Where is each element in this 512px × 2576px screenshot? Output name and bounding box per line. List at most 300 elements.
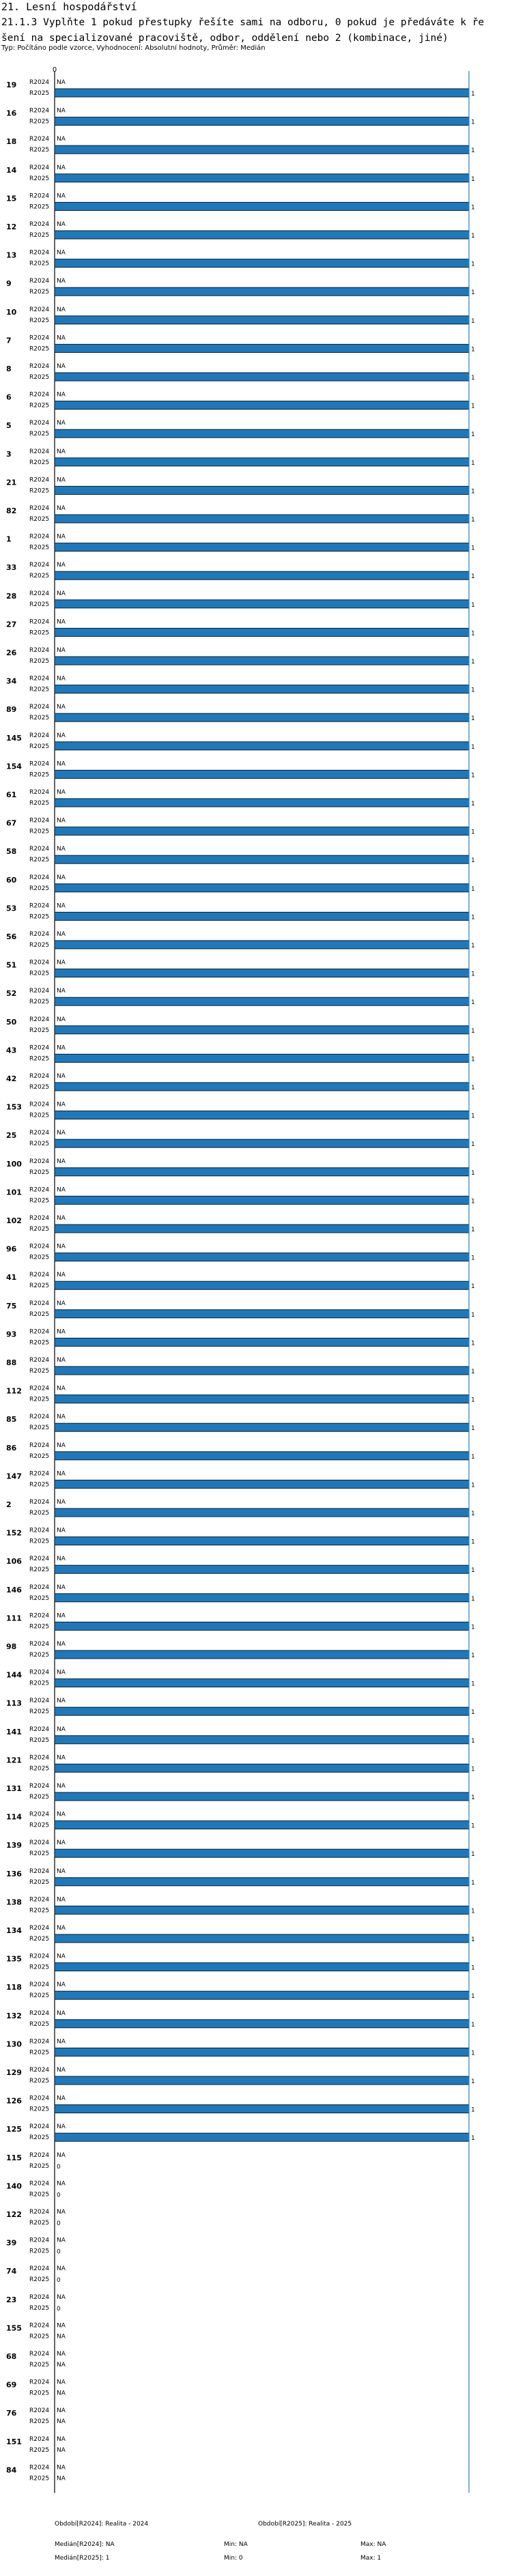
data-label-r2024: NA [57,2322,66,2330]
series-label-r2024: R2024 [29,363,50,370]
group-label: 58 [6,847,17,857]
series-label-r2024: R2024 [29,164,50,171]
data-label-r2024: NA [57,249,66,257]
bar-r2025 [55,742,469,750]
series-label-r2025: R2025 [29,1850,50,1858]
bar-r2025 [55,1139,469,1147]
bar-r2025 [55,1281,469,1289]
bar-r2025 [55,1736,469,1744]
series-label-r2025: R2025 [29,1226,50,1233]
series-label-r2025: R2025 [29,431,50,438]
bar-r2025 [55,259,469,268]
series-label-r2024: R2024 [29,306,50,313]
series-label-r2024: R2024 [29,2351,50,2358]
data-label-r2025: 1 [471,1936,475,1943]
bar-r2025 [55,1225,469,1233]
group-label: 129 [6,2068,22,2077]
series-label-r2025: R2025 [29,1708,50,1716]
series-label-r2025: R2025 [29,2390,50,2397]
group-label: 10 [6,307,17,317]
series-label-r2025: R2025 [29,2362,50,2369]
bar-r2025 [55,401,469,410]
data-label-r2024: NA [57,221,66,228]
series-label-r2025: R2025 [29,260,50,268]
group-label: 122 [6,2210,22,2219]
group-label: 98 [6,1642,17,1651]
series-label-r2025: R2025 [29,1084,50,1091]
bar-r2025 [55,997,469,1005]
data-label-r2024: NA [57,1726,66,1733]
group-label: 113 [6,1699,22,1708]
group-label: 93 [6,1330,17,1339]
bar-r2025 [55,941,469,949]
group-label: 76 [6,2409,17,2418]
series-label-r2024: R2024 [29,1981,50,1989]
bar-r2025 [55,1196,469,1204]
data-label-r2024: NA [57,959,66,967]
series-label-r2025: R2025 [29,1197,50,1205]
series-label-r2025: R2025 [29,1283,50,1290]
series-label-r2025: R2025 [29,573,50,580]
bar-r2025 [55,145,469,154]
group-label: 153 [6,1102,22,1112]
data-label-r2024: NA [57,136,66,143]
data-label-r2025: 1 [471,1283,475,1291]
bar-r2025 [55,2048,469,2056]
data-label-r2024: NA [57,817,66,825]
series-label-r2024: R2024 [29,1556,50,1563]
group-label: 125 [6,2125,22,2134]
series-label-r2024: R2024 [29,618,50,626]
data-label-r2024: NA [57,1641,66,1648]
group-label: 8 [6,364,12,373]
data-label-r2025: 1 [471,1397,475,1404]
group-label: 154 [6,762,22,771]
question-line-2: šení na specializované pracoviště, odbor, oddělení nebo 2 (kombinace, jiné) [1,33,449,44]
group-label: 151 [6,2437,22,2446]
series-label-r2025: R2025 [29,1992,50,2000]
series-label-r2024: R2024 [29,1783,50,1790]
data-label-r2025: 1 [471,2106,475,2114]
series-label-r2025: R2025 [29,90,50,97]
data-label-r2025: 1 [471,317,475,325]
data-label-r2024: NA [57,1215,66,1222]
series-label-r2024: R2024 [29,1243,50,1250]
chart-subtitle: Typ: Počítáno podle vzorce, Vyhodnocení: Absolutní hodnoty, Průměr: Medián [1,44,266,52]
bar-r2025 [55,1423,469,1431]
series-label-r2024: R2024 [29,334,50,342]
series-label-r2024: R2024 [29,846,50,853]
group-label: 9 [6,279,12,289]
data-label-r2025: 1 [471,687,475,694]
group-label: 34 [6,676,17,686]
bar-r2025 [55,1764,469,1772]
data-label-r2024: NA [57,732,66,739]
group-label: 2 [6,1500,12,1509]
group-label: 39 [6,2238,17,2248]
series-label-r2024: R2024 [29,1811,50,1818]
data-label-r2025: 1 [471,2135,475,2143]
data-label-r2024: NA [57,2435,66,2443]
data-label-r2024: NA [57,789,66,796]
data-label-r2025: 1 [471,1141,475,1149]
series-label-r2024: R2024 [29,2151,50,2159]
series-label-r2024: R2024 [29,1470,50,1478]
bar-r2025 [55,1310,469,1318]
data-label-r2024: NA [57,334,66,342]
series-label-r2024: R2024 [29,79,50,86]
data-label-r2025: 1 [471,261,475,268]
data-label-r2025: 1 [471,1624,475,1631]
bar-r2025 [55,600,469,608]
series-label-r2024: R2024 [29,2322,50,2330]
group-label: 74 [6,2267,17,2276]
data-label-r2025: 1 [471,1113,475,1120]
data-label-r2025: 1 [471,1652,475,1659]
bar-r2025 [55,1026,469,1034]
series-label-r2025: R2025 [29,1396,50,1403]
legend-median-r2025: Medián[R2025]: 1 [55,2555,110,2562]
data-label-r2025: 1 [471,943,475,949]
data-label-r2025: 1 [471,1340,475,1347]
series-label-r2025: R2025 [29,1452,50,1460]
series-label-r2025: R2025 [29,828,50,835]
series-label-r2024: R2024 [29,278,50,285]
bar-r2025 [55,884,469,892]
series-label-r2024: R2024 [29,2265,50,2273]
group-label: 155 [6,2323,22,2333]
series-label-r2024: R2024 [29,2464,50,2472]
bar-r2025 [55,117,469,126]
series-label-r2024: R2024 [29,2435,50,2443]
group-label: 138 [6,1898,22,1907]
data-label-r2025: 1 [471,971,475,978]
group-label: 75 [6,1301,17,1311]
data-label-r2025: 1 [471,289,475,297]
series-label-r2024: R2024 [29,959,50,967]
data-label-r2024: NA [57,1783,66,1790]
group-label: 3 [6,449,12,459]
group-label: 60 [6,875,17,885]
series-label-r2024: R2024 [29,760,50,768]
series-label-r2024: R2024 [29,1726,50,1733]
series-label-r2024: R2024 [29,1044,50,1052]
bar-r2025 [55,202,469,210]
series-label-r2025: R2025 [29,970,50,977]
data-label-r2024: NA [57,1811,66,1818]
data-label-r2024: NA [57,1186,66,1194]
series-label-r2024: R2024 [29,1669,50,1676]
data-label-r2024: NA [57,704,66,711]
group-label: 134 [6,1926,22,1935]
series-label-r2025: R2025 [29,1311,50,1318]
group-label: 100 [6,1159,22,1169]
data-label-r2025: 1 [471,1567,475,1575]
bar-r2025 [55,571,469,579]
group-label: 26 [6,648,17,657]
bar-r2025 [55,770,469,778]
data-label-r2024: NA [57,1953,66,1960]
bar-r2025 [55,287,469,296]
bar-r2025 [55,1480,469,1488]
series-label-r2024: R2024 [29,2293,50,2301]
data-label-r2025: 1 [471,1539,475,1546]
group-label: 114 [6,1812,22,1822]
group-label: 106 [6,1557,22,1566]
group-label: 152 [6,1528,22,1538]
group-label: 56 [6,932,17,941]
series-label-r2024: R2024 [29,931,50,938]
series-label-r2025: R2025 [29,345,50,353]
bar-r2025 [55,458,469,466]
data-label-r2024: NA [57,988,66,995]
series-label-r2025: R2025 [29,1936,50,1943]
series-label-r2024: R2024 [29,1584,50,1591]
bar-r2025 [55,1594,469,1602]
series-label-r2024: R2024 [29,1867,50,1875]
series-label-r2025: R2025 [29,1141,50,1148]
group-label: 43 [6,1046,17,1055]
group-label: 132 [6,2011,22,2020]
data-label-r2025: 1 [471,2078,475,2085]
data-label-r2024: NA [57,107,66,115]
data-label-r2024: NA [57,1328,66,1336]
bar-r2025 [55,1906,469,1914]
group-label: 50 [6,1017,17,1027]
legend-r2025: Období[R2025]: Realita - 2025 [258,2521,352,2528]
data-label-r2024: NA [57,448,66,455]
group-label: 41 [6,1273,17,1283]
data-label-r2025: 1 [471,119,475,126]
data-label-r2025: 1 [471,1993,475,2001]
group-label: 118 [6,1983,22,1992]
data-label-r2024: NA [57,2237,66,2244]
data-label-r2024: NA [57,1754,66,1762]
series-label-r2025: R2025 [29,2220,50,2227]
bar-r2025 [55,2020,469,2028]
series-label-r2025: R2025 [29,601,50,608]
series-label-r2025: R2025 [29,629,50,637]
group-label: 139 [6,1841,22,1850]
bar-r2025 [55,1963,469,1971]
data-label-r2024: NA [57,2067,66,2074]
series-label-r2024: R2024 [29,1357,50,1364]
series-label-r2025: R2025 [29,2020,50,2028]
group-label: 51 [6,960,17,970]
group-label: 6 [6,392,12,402]
series-label-r2025: R2025 [29,544,50,552]
data-label-r2025: 1 [471,829,475,836]
group-label: 16 [6,109,17,118]
data-label-r2024: NA [57,2407,66,2415]
data-label-r2024: NA [57,533,66,541]
data-label-r2024: NA [57,1130,66,1137]
group-label: 136 [6,1869,22,1878]
data-label-r2025: 1 [471,1737,475,1745]
data-label-r2025: NA [57,2418,66,2426]
series-label-r2024: R2024 [29,136,50,143]
series-label-r2024: R2024 [29,2067,50,2074]
group-label: 25 [6,1131,17,1141]
series-label-r2024: R2024 [29,1130,50,1137]
data-label-r2025: 0 [57,2248,61,2256]
bar-r2025 [55,1934,469,1943]
group-label: 147 [6,1472,22,1481]
series-label-r2025: R2025 [29,942,50,949]
data-label-r2024: NA [57,1101,66,1108]
data-label-r2025: 1 [471,573,475,581]
series-label-r2024: R2024 [29,1641,50,1648]
data-label-r2025: 1 [471,545,475,552]
series-label-r2024: R2024 [29,817,50,825]
bar-r2025 [55,1083,469,1091]
group-label: 69 [6,2380,17,2390]
data-label-r2025: 1 [471,1369,475,1375]
group-label: 13 [6,251,17,260]
group-label: 5 [6,421,12,431]
series-label-r2024: R2024 [29,562,50,569]
series-label-r2025: R2025 [29,743,50,750]
series-label-r2025: R2025 [29,2106,50,2113]
data-label-r2024: NA [57,192,66,200]
bar-r2025 [55,1338,469,1346]
data-label-r2024: NA [57,1981,66,1989]
bar-r2025 [55,628,469,636]
data-label-r2024: NA [57,618,66,626]
page-title: 21. Lesní hospodářství [1,1,137,13]
data-label-r2024: NA [57,1357,66,1364]
series-label-r2025: R2025 [29,1623,50,1631]
bar-r2025 [55,1111,469,1119]
data-label-r2024: NA [57,476,66,484]
series-label-r2025: R2025 [29,1339,50,1347]
data-label-r2024: NA [57,1669,66,1676]
bar-r2025 [55,89,469,97]
data-label-r2024: NA [57,306,66,313]
series-label-r2024: R2024 [29,988,50,995]
series-label-r2025: R2025 [29,2418,50,2426]
data-label-r2025: 1 [471,91,475,98]
data-label-r2024: NA [57,1442,66,1449]
group-label: 126 [6,2096,22,2106]
data-label-r2025: 1 [471,175,475,183]
series-label-r2024: R2024 [29,1215,50,1222]
series-label-r2024: R2024 [29,476,50,484]
data-label-r2024: NA [57,2095,66,2102]
data-label-r2025: 1 [471,885,475,893]
group-label: 53 [6,904,17,913]
series-label-r2025: R2025 [29,1538,50,1545]
series-label-r2024: R2024 [29,1840,50,1847]
data-label-r2024: NA [57,1016,66,1023]
series-label-r2024: R2024 [29,1073,50,1080]
group-label: 96 [6,1244,17,1254]
data-label-r2024: NA [57,1840,66,1847]
series-label-r2024: R2024 [29,249,50,257]
data-label-r2024: NA [57,79,66,86]
data-label-r2024: NA [57,2351,66,2358]
data-label-r2024: NA [57,1073,66,1080]
data-label-r2024: NA [57,1272,66,1279]
series-label-r2025: R2025 [29,175,50,182]
data-label-r2025: 1 [471,1482,475,1489]
data-label-r2024: NA [57,590,66,597]
data-label-r2024: NA [57,1385,66,1392]
series-label-r2024: R2024 [29,675,50,683]
data-label-r2025: 0 [57,2305,61,2313]
data-label-r2025: 1 [471,1680,475,1688]
data-label-r2024: NA [57,1470,66,1478]
bar-r2025 [55,1707,469,1715]
series-label-r2024: R2024 [29,1896,50,1904]
bar-r2025 [55,543,469,552]
series-label-r2025: R2025 [29,2304,50,2312]
series-label-r2025: R2025 [29,203,50,211]
data-label-r2025: 1 [471,1027,475,1035]
series-label-r2025: R2025 [29,771,50,779]
bar-r2025 [55,174,469,182]
data-label-r2025: 1 [471,1822,475,1830]
group-label: 130 [6,2040,22,2049]
data-label-r2024: NA [57,1896,66,1904]
group-label: 61 [6,790,17,799]
series-label-r2024: R2024 [29,647,50,654]
data-label-r2024: NA [57,2009,66,2017]
data-label-r2024: NA [57,391,66,399]
data-label-r2024: NA [57,647,66,654]
data-label-r2025: 0 [57,2277,61,2285]
group-label: 27 [6,620,17,629]
data-label-r2024: NA [57,1584,66,1591]
bar-r2025 [55,1366,469,1375]
data-label-r2025: 1 [471,743,475,751]
series-label-r2025: R2025 [29,715,50,722]
series-label-r2025: R2025 [29,2049,50,2057]
series-label-r2024: R2024 [29,1101,50,1108]
series-label-r2024: R2024 [29,2180,50,2188]
data-label-r2024: NA [57,278,66,285]
data-label-r2025: 1 [471,1425,475,1433]
data-label-r2025: 1 [471,403,475,410]
series-label-r2025: R2025 [29,374,50,381]
series-label-r2024: R2024 [29,1698,50,1705]
group-label: 89 [6,705,17,715]
bar-r2025 [55,316,469,324]
series-label-r2025: R2025 [29,1425,50,1432]
series-label-r2024: R2024 [29,732,50,739]
series-label-r2025: R2025 [29,2134,50,2142]
data-label-r2024: NA [57,1556,66,1563]
group-label: 14 [6,165,17,175]
series-label-r2024: R2024 [29,1328,50,1336]
group-label: 111 [6,1614,22,1623]
data-label-r2024: NA [57,1243,66,1250]
series-label-r2025: R2025 [29,2333,50,2341]
group-label: 7 [6,336,12,345]
series-label-r2025: R2025 [29,232,50,239]
group-label: 102 [6,1216,22,1225]
group-label: 1 [6,534,12,544]
data-label-r2025: 1 [471,1511,475,1517]
bar-r2025 [55,1565,469,1573]
data-label-r2025: 1 [471,1198,475,1205]
group-label: 12 [6,223,17,231]
data-label-r2025: 1 [471,601,475,609]
series-label-r2024: R2024 [29,505,50,512]
data-label-r2025: NA [57,2390,66,2397]
data-label-r2025: 0 [57,2220,61,2227]
bar-r2025 [55,515,469,523]
